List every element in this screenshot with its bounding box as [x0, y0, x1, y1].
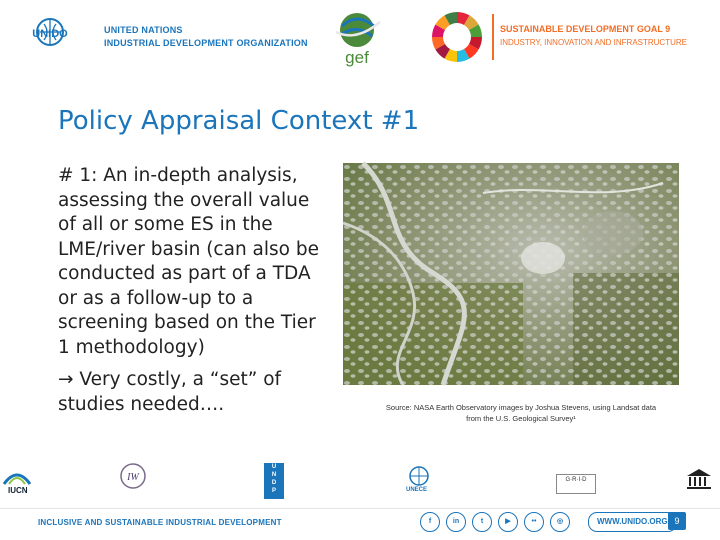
footer-divider	[0, 508, 720, 509]
unece-label: UNECE	[406, 487, 428, 493]
grid-label: G·R·I·D	[565, 477, 587, 483]
unido-line1: UNITED NATIONS	[104, 25, 183, 35]
unido-emblem-icon	[32, 12, 96, 52]
gef-text: gef	[345, 48, 369, 67]
right-arrow-icon: →	[58, 369, 74, 390]
sdg-text	[500, 22, 687, 50]
website-link[interactable]: WWW.UNIDO.ORG	[588, 512, 677, 532]
undp-letter-4: P	[271, 488, 276, 494]
undp-letter-2: N	[271, 472, 277, 478]
flickr-icon[interactable]: ••	[524, 512, 544, 532]
instagram-icon[interactable]: ◎	[550, 512, 570, 532]
undp-letter-1: U	[271, 464, 277, 470]
facebook-icon[interactable]: f	[420, 512, 440, 532]
arrow-line	[58, 368, 320, 417]
sdg-wheel-icon	[430, 10, 484, 64]
linkedin-icon[interactable]: in	[446, 512, 466, 532]
gef-logo-icon	[330, 8, 384, 66]
unido-acronym: UNIDO	[32, 28, 68, 40]
caption-line2: from the U.S. Geological Survey¹	[466, 414, 576, 423]
caption-line1: Source: NASA Earth Observatory images by Joshua Stevens, using Landsat data	[385, 403, 657, 412]
undp-letter-3: D	[271, 480, 277, 486]
sdg-subtitle: INDUSTRY, INNOVATION AND INFRASTRUCTURE	[500, 38, 687, 47]
body-paragraph: # 1: An in-depth analysis, assessing the overall value of all or some ES in the LME/river basin (can also be conducted as part of a TDA or as a follow-up to a screening based on the Tier 1 methodology)	[58, 165, 319, 358]
image-caption	[338, 402, 704, 424]
arrow-text: Very costly, a “set” of studies needed….	[58, 369, 282, 415]
undp-logo	[264, 463, 284, 499]
youtube-icon[interactable]: ▶	[498, 512, 518, 532]
unesco-logo-icon	[684, 466, 714, 492]
un-emblem-icon	[406, 465, 432, 487]
slide-body	[58, 164, 320, 417]
sdg-divider	[492, 14, 494, 60]
svg-text:IW: IW	[127, 472, 139, 483]
iw-learn-logo-icon	[120, 463, 146, 489]
iucn-label: IUCN	[8, 486, 28, 495]
unido-name	[104, 24, 308, 50]
slide-title: Policy Appraisal Context #1	[58, 106, 420, 136]
page-number: 9	[668, 512, 686, 530]
satellite-image	[343, 163, 679, 385]
twitter-icon[interactable]: t	[472, 512, 492, 532]
unido-line2: INDUSTRIAL DEVELOPMENT ORGANIZATION	[104, 38, 308, 48]
sdg-title: SUSTAINABLE DEVELOPMENT GOAL 9	[500, 24, 671, 34]
iucn-logo-icon	[2, 466, 32, 488]
grid-arendal-logo	[556, 474, 596, 494]
footer-tagline: INCLUSIVE AND SUSTAINABLE INDUSTRIAL DEVELOPMENT	[38, 518, 282, 527]
